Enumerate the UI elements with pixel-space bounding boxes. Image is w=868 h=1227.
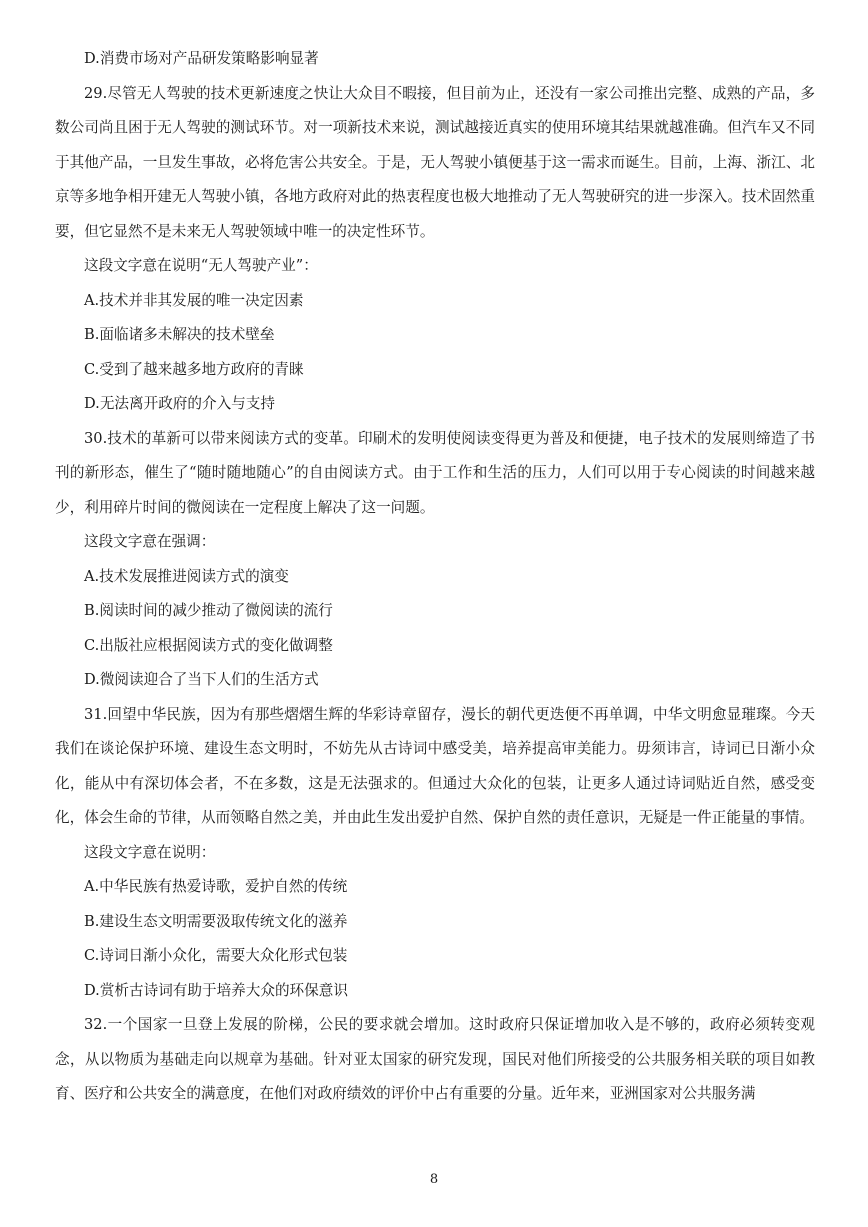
question-31-passage: 31.回望中华民族，因为有那些熠熠生辉的华彩诗章留存，漫长的朝代更迭便不再单调，中华文明愈显璀璨。今天我们在谈论保护环境、建设生态文明时，不妨先从古诗词中感受美，培养提高审美能力。毋须讳言，诗词已日渐小众化，能从中有深切体会者，不在多数，这是无法强求的。但通过大众化的包装，让更多人通过诗词贴近自然，感受变化，体会生命的节律，从而领略自然之美，并由此生发出爱护自然、保护自然的责任意识，无疑是一件正能量的事情。 [55,705,815,826]
question-30-passage: 30.技术的革新可以带来阅读方式的变革。印刷术的发明使阅读变得更为普及和便捷，电子技术的发展则缔造了书刊的新形态，催生了“随时随地随心”的自由阅读方式。由于工作和生活的压力，人们可以用于专心阅读的时间越来越少，利用碎片时间的微阅读在一定程度上解决了这一问题。 [55,429,815,516]
question-31-option-d: D.赏析古诗词有助于培养大众的环保意识 [84,981,348,999]
question-29-stem: 这段文字意在说明“无人驾驶产业”： [84,257,318,274]
question-31-option-b: B.建设生态文明需要汲取传统文化的滋养 [84,912,348,930]
question-30-option-c: C.出版社应根据阅读方式的变化做调整 [84,636,333,654]
question-29-option-b: B.面临诸多未解决的技术壁垒 [84,326,275,343]
question-30-option-d: D.微阅读迎合了当下人们的生活方式 [84,671,319,688]
question-30-option-a: A.技术发展推进阅读方式的演变 [84,567,289,585]
question-30-stem: 这段文字意在强调： [84,533,216,550]
question-32-passage: 32.一个国家一旦登上发展的阶梯，公民的要求就会增加。这时政府只保证增加收入是不够的，政府必须转变观念，从以物质为基础走向以规章为基础。针对亚太国家的研究发现，国民对他们所接受的公共服务相关联的项目如教育、医疗和公共安全的满意度，在他们对政府绩效的评价中占有重要的分量。近年来，亚洲国家对公共服务满 [55,1016,815,1102]
question-29-option-d: D.无法离开政府的介入与支持 [84,395,275,412]
document-page [55,42,815,1112]
page-number: 8 [429,1172,439,1187]
question-31-option-c: C.诗词日渐小众化，需要大众化形式包装 [84,947,348,964]
question-29-option-c: C.受到了越来越多地方政府的青睐 [84,360,304,378]
option-d-q28: D.消费市场对产品研发策略影响显著 [84,50,319,67]
question-29-option-a: A.技术并非其发展的唯一决定因素 [84,291,304,309]
question-30-option-b: B.阅读时间的减少推动了微阅读的流行 [84,602,333,619]
question-31-option-a: A.中华民族有热爱诗歌，爱护自然的传统 [84,878,348,895]
question-31-stem: 这段文字意在说明： [84,843,216,861]
question-29-passage: 29.尽管无人驾驶的技术更新速度之快让大众目不暇接，但目前为止，还没有一家公司推出完整、成熟的产品，多数公司尚且困于无人驾驶的测试环节。对一项新技术来说，测试越接近真实的使用环境其结果就越准确。但汽车又不同于其他产品，一旦发生事故，必将危害公共安全。于是，无人驾驶小镇便基于这一需求而诞生。目前，上海、浙江、北京等多地争相开建无人驾驶小镇，各地方政府对此的热衷程度也极大地推动了无人驾驶研究的进一步深入。技术固然重要，但它显然不是未来无人驾驶领域中唯一的决定性环节。 [55,84,815,240]
